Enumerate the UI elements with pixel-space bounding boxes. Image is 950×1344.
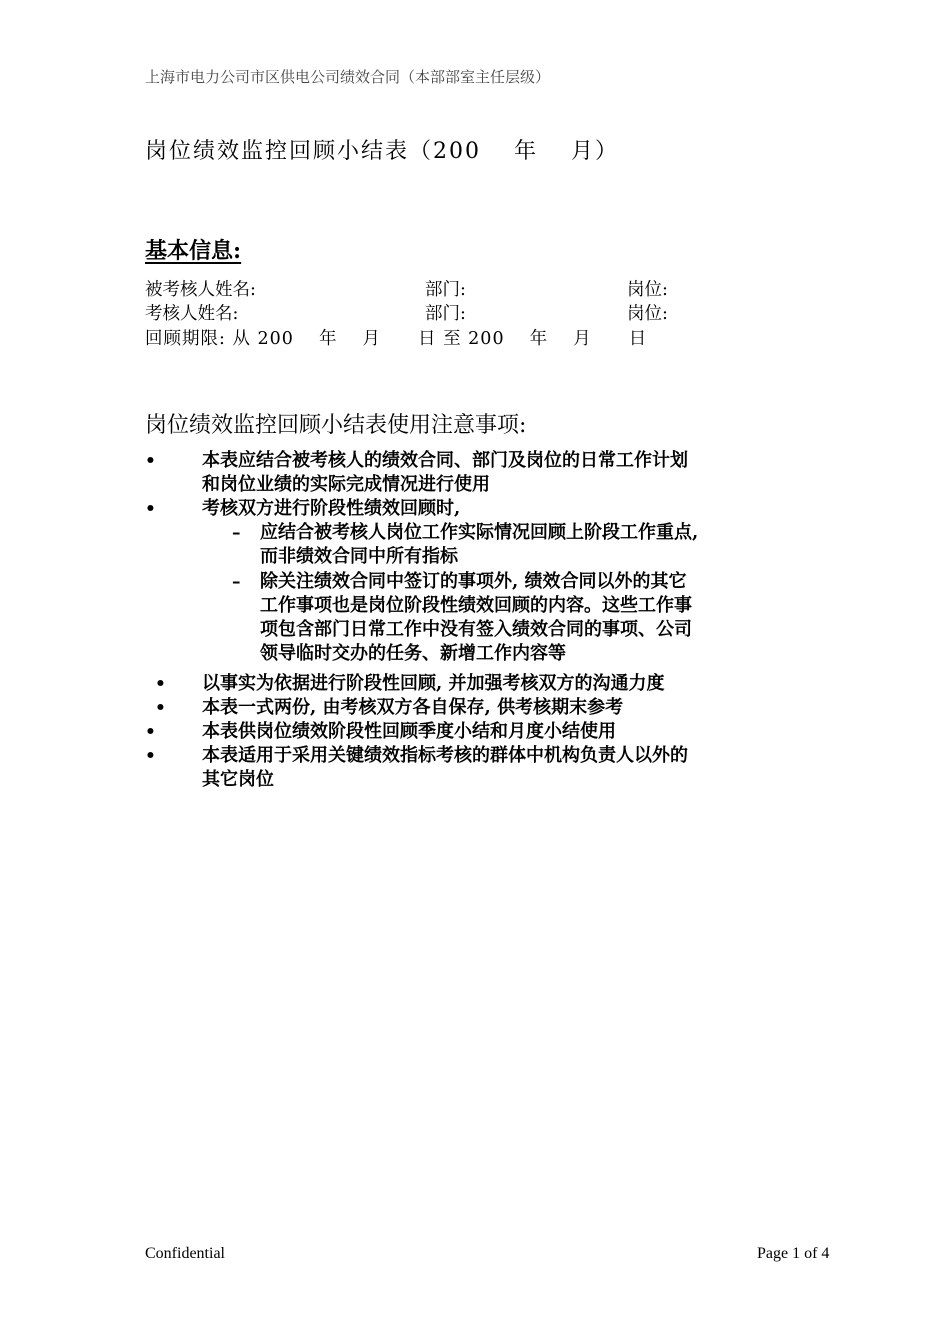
- review-period-label: 回顾期限: 从 200 年 月 日 至 200 年 月 日: [145, 329, 648, 349]
- footer-page-number: Page 1 of 4: [757, 1245, 830, 1262]
- note-item-3: 以事实为依据进行阶段性回顾, 并加强考核双方的沟通力度: [202, 673, 665, 694]
- assessee-post-label: 岗位:: [627, 280, 668, 300]
- document-header: 上海市电力公司市区供电公司绩效合同（本部部室主任层级）: [145, 68, 551, 86]
- bullet-icon: •: [155, 698, 166, 718]
- dash-icon: –: [232, 572, 241, 592]
- bullet-icon: •: [155, 674, 166, 694]
- note-subitem-1: [260, 521, 698, 569]
- note-subitem-1-line-1: 应结合被考核人岗位工作实际情况回顾上阶段工作重点,: [260, 522, 699, 543]
- assessor-dept-label: 部门:: [425, 304, 466, 324]
- note-subitem-2: [260, 570, 692, 666]
- note-item-2: 考核双方进行阶段性绩效回顾时,: [202, 498, 461, 519]
- note-subitem-2-line-4: 领导临时交办的任务、新增工作内容等: [260, 643, 566, 664]
- note-item-6: [202, 744, 688, 792]
- note-item-5: 本表供岗位绩效阶段性回顾季度小结和月度小结使用: [202, 721, 616, 742]
- note-item-1-line-2: 和岗位业绩的实际完成情况进行使用: [202, 474, 490, 495]
- bullet-icon: •: [145, 722, 156, 742]
- note-subitem-2-line-1: 除关注绩效合同中签订的事项外, 绩效合同以外的其它: [260, 571, 687, 592]
- footer-confidential: Confidential: [145, 1245, 225, 1262]
- note-subitem-2-line-2: 工作事项也是岗位阶段性绩效回顾的内容。这些工作事: [260, 595, 692, 616]
- assessee-dept-label: 部门:: [425, 280, 466, 300]
- note-subitem-1-line-2: 而非绩效合同中所有指标: [260, 546, 458, 567]
- note-item-4: 本表一式两份, 由考核双方各自保存, 供考核期末参考: [202, 697, 624, 718]
- assessor-post-label: 岗位:: [627, 304, 668, 324]
- bullet-icon: •: [145, 746, 156, 766]
- note-subitem-2-line-3: 项包含部门日常工作中没有签入绩效合同的事项、公司: [260, 619, 692, 640]
- note-item-1: [202, 449, 688, 497]
- note-item-1-line-1: 本表应结合被考核人的绩效合同、部门及岗位的日常工作计划: [202, 450, 688, 471]
- assessee-name-label: 被考核人姓名:: [145, 280, 256, 300]
- dash-icon: –: [232, 523, 241, 543]
- basic-info-heading: [145, 234, 257, 265]
- notes-title: 岗位绩效监控回顾小结表使用注意事项:: [145, 413, 527, 438]
- note-item-6-line-1: 本表适用于采用关键绩效指标考核的群体中机构负责人以外的: [202, 745, 688, 766]
- document-title: 岗位绩效监控回顾小结表（200 年 月）: [145, 139, 619, 164]
- bullet-icon: •: [145, 451, 156, 471]
- note-item-6-line-2: 其它岗位: [202, 769, 274, 790]
- basic-info-heading-text: 基本信息:: [145, 238, 242, 264]
- bullet-icon: •: [145, 499, 156, 519]
- assessor-name-label: 考核人姓名:: [145, 304, 239, 324]
